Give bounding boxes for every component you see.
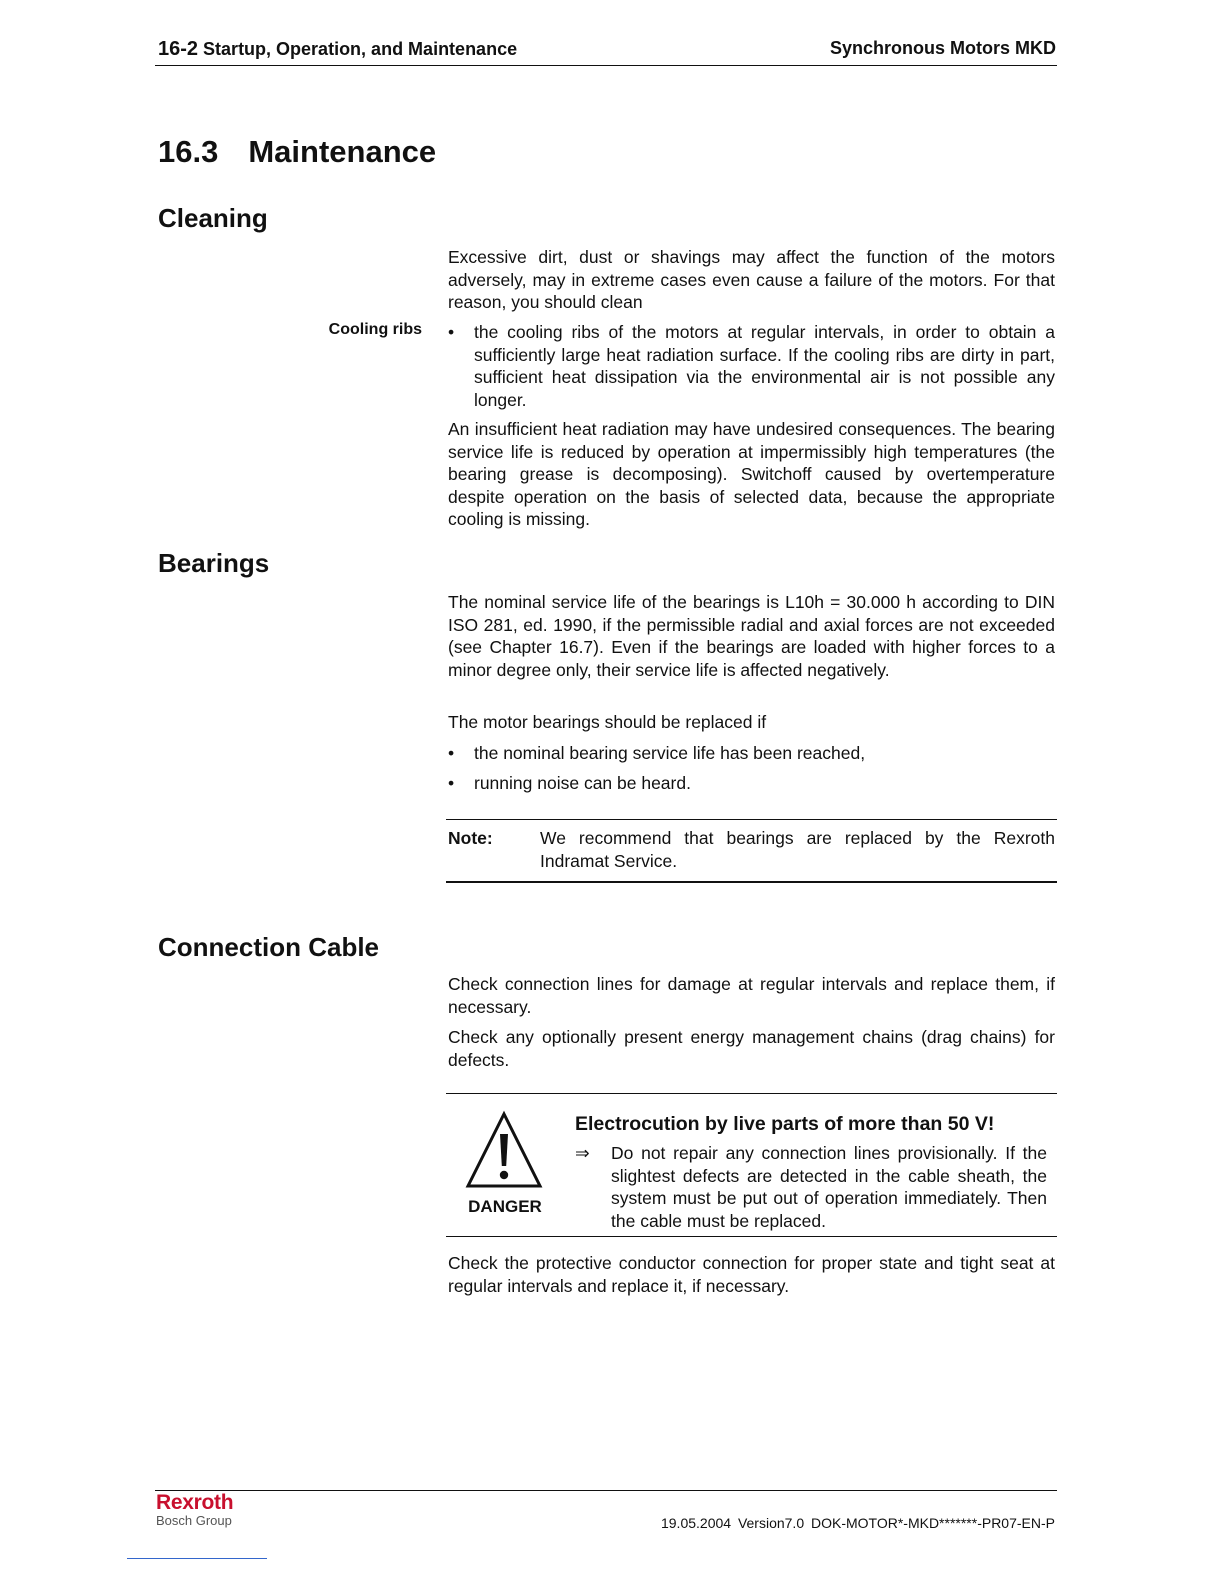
bottom-link-line [127,1558,267,1559]
bullet-icon: • [448,322,455,342]
cleaning-heading: Cleaning [158,203,268,233]
cleaning-intro-text: Excessive dirt, dust or shavings may affect the function of the motors adversely, may in extreme cases even cause a failure of the motors. For that reason, you should clean [448,247,1055,313]
bearings-heading: Bearings [158,548,270,578]
danger-title: Electrocution by live parts of more than 50 V! [575,1113,995,1135]
header-chapter [158,38,517,61]
danger-instruction-text: Do not repair any connection lines provisionally. If the slightest defects are detected in the cable sheath, the system must be put out of operation immediately. Then the cable must be replaced. [611,1143,1047,1231]
connection-para3-text: Check the protective conductor connection for proper state and tight seat at regular intervals and replace it, if necessary. [448,1253,1055,1296]
connection-para2 [448,1026,1055,1071]
cleaning-consequences [448,418,1055,531]
danger-label: DANGER [468,1197,542,1216]
note-top-rule [446,819,1057,820]
chapter-title: Startup, Operation, and Maintenance [203,39,518,59]
section-name: Maintenance [248,134,437,169]
danger-top-rule [446,1093,1057,1094]
arrow-icon: ⇒ [575,1143,590,1163]
section-number: 16.3 [158,134,219,169]
cleaning-consequences-text: An insufficient heat radiation may have undesired consequences. The bearing service life is reduced by operation at impermissibly high temperatures (the bearing grease is decomposing). Switchoff caused by overtemperature despite operation on the basis of selected data, because the appropriate cooling is missing. [448,419,1055,530]
cooling-ribs-label: Cooling ribs [328,321,422,338]
bearings-bullet-1 [448,742,1055,765]
cooling-ribs-text: the cooling ribs of the motors at regular intervals, in order to obtain a sufficiently large heat radiation surface. If the cooling ribs are dirty in part, sufficient heat dissipation via the environmental air is not possible any longer. [474,322,1055,410]
connection-para3 [448,1252,1055,1297]
cleaning-intro [448,246,1055,314]
connection-para1-text: Check connection lines for damage at regular intervals and replace them, if necessary. [448,974,1055,1017]
note-label: Note: [448,828,493,848]
danger-bottom-rule [446,1236,1057,1237]
bearings-para2-text: The motor bearings should be replaced if [448,712,767,732]
header-product: Synchronous Motors MKD [829,38,1056,58]
bullet-icon: • [448,743,455,763]
bearings-bullet-2-text: running noise can be heard. [474,773,691,793]
header-rule [155,65,1057,66]
connection-para1 [448,973,1055,1018]
connection-para2-text: Check any optionally present energy management chains (drag chains) for defects. [448,1027,1055,1070]
bearings-bullet-2 [448,772,1055,795]
bearings-para2 [448,711,1055,734]
note-bottom-rule [446,881,1057,883]
logo-brand: Rexroth [156,1491,234,1514]
danger-instruction [575,1142,1047,1232]
warning-triangle-icon [464,1110,544,1190]
logo-group: Bosch Group [156,1513,232,1528]
rexroth-logo [156,1492,233,1528]
cooling-ribs-bullet [448,321,1055,411]
note-box [448,827,1055,872]
connection-heading: Connection Cable [158,932,380,962]
bearings-para1-text: The nominal service life of the bearings is L10h = 30.000 h according to DIN ISO 281, ed. 1990, if the permissible radial and axial forces are not exceeded (see Chapter 16.7). Even if the bearings are loaded with higher forces to a minor degree only, their service life is affected negatively. [448,592,1055,680]
bearings-para1 [448,591,1055,681]
footer-doc-info: 19.05.2004 Version7.0 DOK-MOTOR*-MKD*******-PR07-EN-P [660,1515,1055,1531]
bullet-icon: • [448,773,455,793]
bearings-bullet-1-text: the nominal bearing service life has been reached, [474,743,866,763]
page-number: 16-2 [158,38,199,60]
section-title [158,134,436,170]
note-text: We recommend that bearings are replaced by the Rexroth Indramat Service. [540,828,1055,871]
footer-rule [155,1490,1057,1491]
